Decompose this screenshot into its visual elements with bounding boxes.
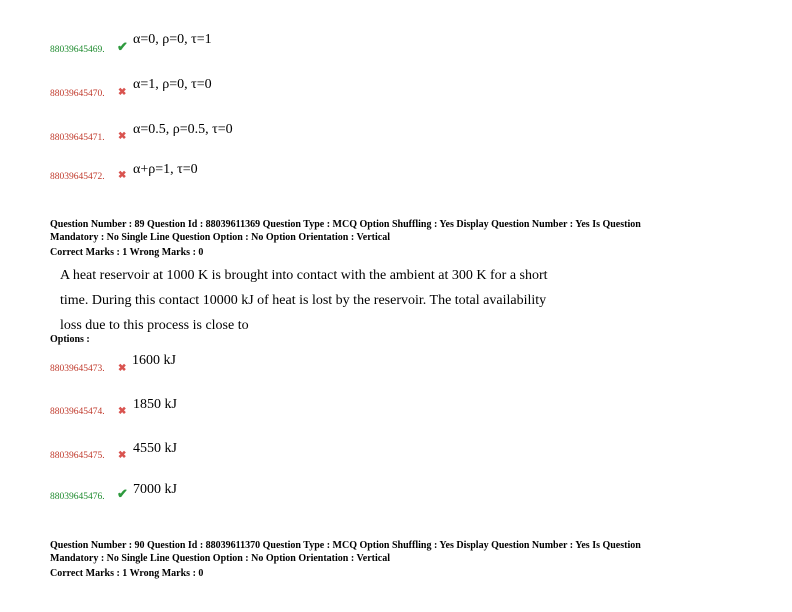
option-row [0,442,792,472]
question-meta-line: Question Number : 89 Question Id : 88039611369 Question Type : MCQ Option Shuffling : Yes Display Question Number : Yes Is Question [50,219,641,230]
option-row [0,78,792,108]
option-text: α=0, ρ=0, τ=1 [133,32,212,47]
option-row [0,163,792,193]
option-text: 1600 kJ [132,353,176,368]
cross-icon: ✖ [118,363,127,374]
question-text-line: loss due to this process is close to [60,318,249,333]
cross-icon: ✖ [118,131,127,142]
option-id: 88039645476. [50,492,105,502]
option-row [0,123,792,153]
option-text: 4550 kJ [133,441,177,456]
option-text: 1850 kJ [133,397,177,412]
question-meta-line: Mandatory : No Single Line Question Option : No Option Orientation : Vertical [50,552,391,564]
question-meta-line: Mandatory : No Single Line Question Option : No Option Orientation : Vertical [50,231,391,243]
question-header [50,219,750,260]
question-text-line: time. During this contact 10000 kJ of heat is lost by the reservoir. The total availability [60,293,547,308]
option-text: α=1, ρ=0, τ=0 [133,77,212,92]
option-id: 88039645474. [50,407,105,417]
question-text [60,263,620,338]
option-id: 88039645473. [50,364,105,374]
option-text: 7000 kJ [133,482,177,497]
option-id: 88039645475. [50,451,105,461]
cross-icon: ✖ [118,406,127,417]
cross-icon: ✖ [118,450,127,461]
question-text-line: A heat reservoir at 1000 K is brought into contact with the ambient at 300 K for a short [60,268,548,283]
option-text: α=0.5, ρ=0.5, τ=0 [133,122,233,137]
option-text: α+ρ=1, τ=0 [133,162,198,177]
question-marks: Correct Marks : 1 Wrong Marks : 0 [50,247,204,258]
option-id: 88039645471. [50,133,105,143]
option-row [0,33,792,63]
check-icon: ✔ [117,486,128,501]
option-row [0,398,792,428]
option-id: 88039645469. [50,45,105,55]
cross-icon: ✖ [118,87,127,98]
option-id: 88039645472. [50,172,105,182]
question-marks: Correct Marks : 1 Wrong Marks : 0 [50,568,204,579]
options-label: Options : [50,334,90,345]
option-row [0,483,792,513]
check-icon: ✔ [117,39,128,54]
option-row [0,354,792,384]
question-header [50,540,750,581]
cross-icon: ✖ [118,170,127,181]
question-meta-line: Question Number : 90 Question Id : 88039611370 Question Type : MCQ Option Shuffling : Yes Display Question Number : Yes Is Question [50,540,641,551]
option-id: 88039645470. [50,89,105,99]
